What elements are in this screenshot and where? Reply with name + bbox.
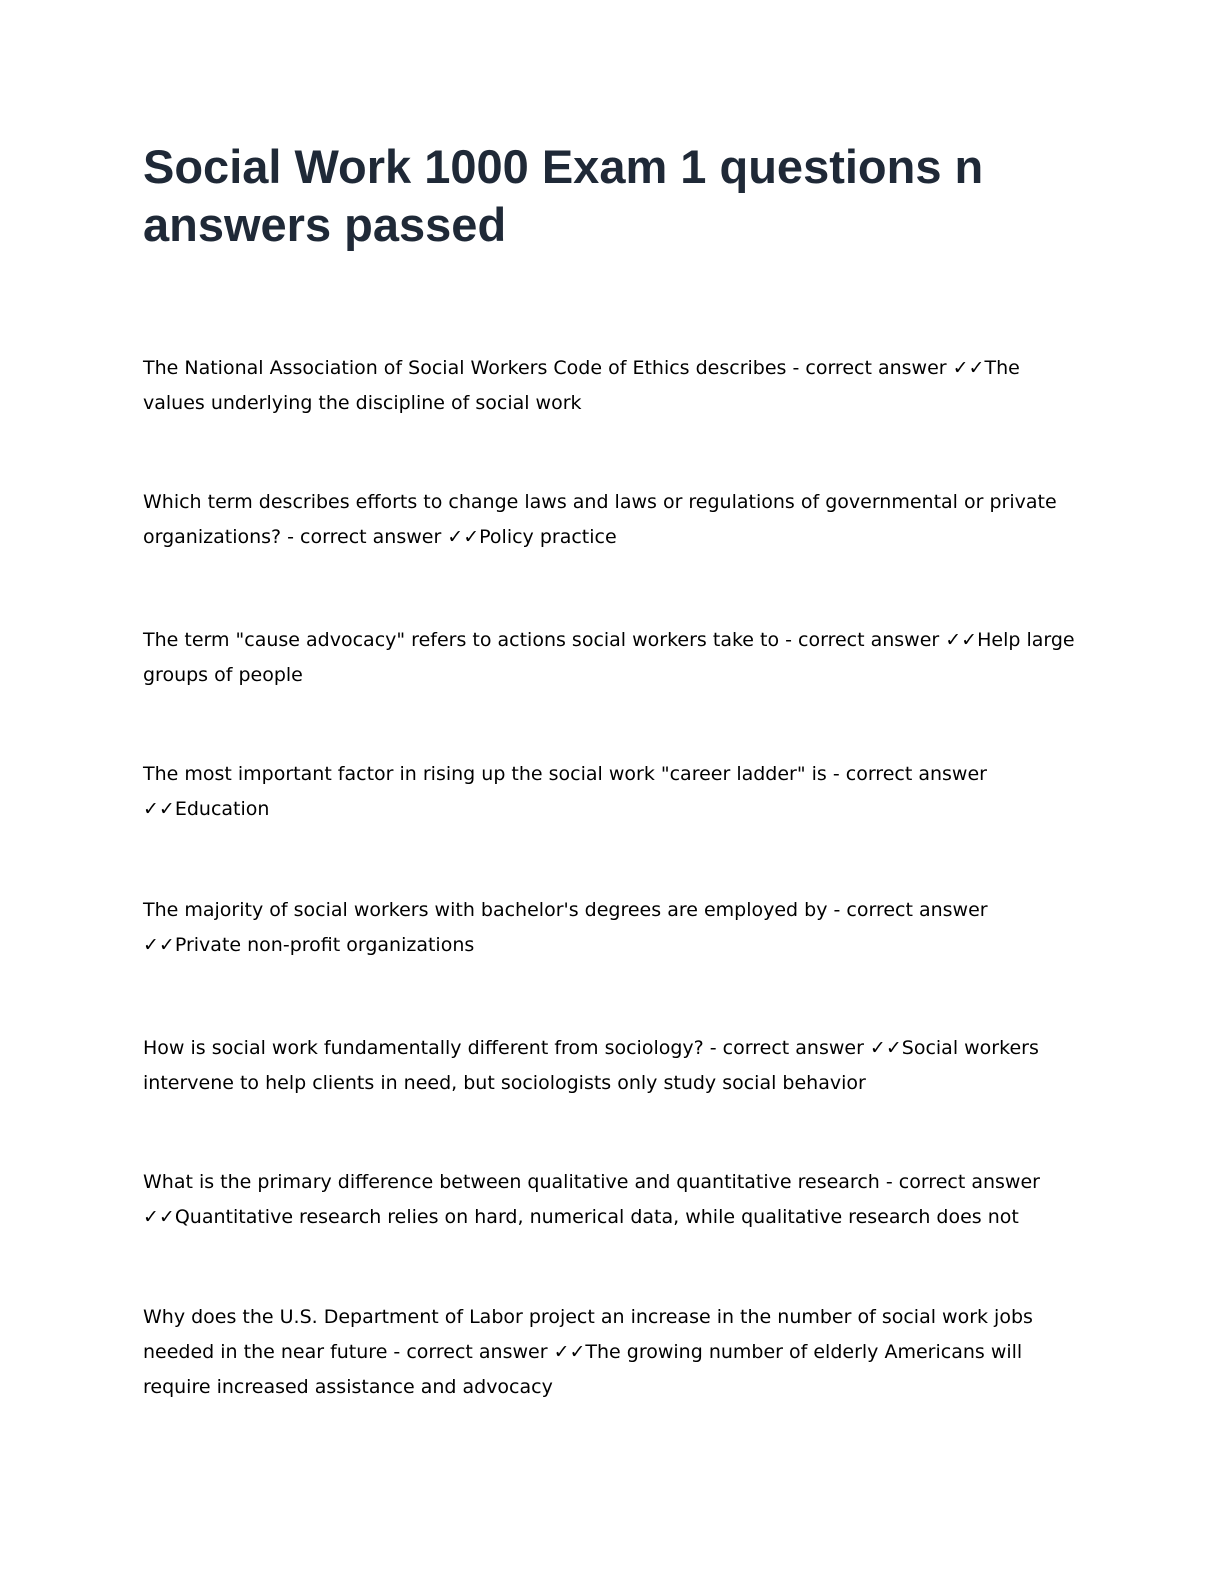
double-check-icon: ✓✓	[952, 357, 985, 379]
qa-item	[143, 1031, 1078, 1101]
answer-text: Help large groups of people	[143, 629, 1075, 686]
double-check-icon: ✓✓	[553, 1341, 586, 1363]
qa-item	[143, 485, 1078, 555]
qa-item	[143, 351, 1078, 421]
double-check-icon: ✓✓	[869, 1037, 902, 1059]
answer-separator: - correct answer	[879, 1171, 1040, 1193]
qa-item	[143, 1300, 1078, 1405]
answer-separator: - correct answer	[779, 629, 946, 651]
answer-text: Policy practice	[479, 526, 617, 548]
answer-text: Education	[174, 798, 270, 820]
question-text: The National Association of Social Workers Code of Ethics describes	[143, 357, 787, 379]
answer-separator: - correct answer	[387, 1341, 554, 1363]
answer-separator: - correct answer	[827, 899, 988, 921]
double-check-icon: ✓✓	[945, 629, 978, 651]
question-text: How is social work fundamentally different from sociology?	[143, 1037, 704, 1059]
question-text: Which term describes efforts to change laws and laws or regulations of governmental or private organizations?	[143, 491, 1057, 548]
qa-item	[143, 1165, 1078, 1235]
answer-text: Private non-profit organizations	[174, 934, 475, 956]
question-text: The most important factor in rising up the social work "career ladder" is	[143, 763, 827, 785]
answer-text: Quantitative research relies on hard, numerical data, while qualitative research does not	[174, 1206, 1019, 1228]
double-check-icon: ✓✓	[447, 526, 480, 548]
answer-separator: - correct answer	[826, 763, 987, 785]
qa-item	[143, 757, 1078, 827]
document-title: Social Work 1000 Exam 1 questions n answers passed	[143, 140, 984, 251]
answer-text: The values underlying the discipline of social work	[143, 357, 1020, 414]
answer-text: Social workers intervene to help clients in need, but sociologists only study social behavior	[143, 1037, 1039, 1094]
answer-separator: - correct answer	[703, 1037, 870, 1059]
question-text: The term "cause advocacy" refers to actions social workers take to	[143, 629, 780, 651]
answer-separator: - correct answer	[786, 357, 953, 379]
qa-item	[143, 893, 1078, 963]
double-check-icon: ✓✓	[143, 798, 175, 820]
answer-separator: - correct answer	[281, 526, 448, 548]
question-text: The majority of social workers with bachelor's degrees are employed by	[143, 899, 828, 921]
question-text: Why does the U.S. Department of Labor project an increase in the number of social work jobs needed in the near future	[143, 1306, 1033, 1363]
question-text: What is the primary difference between qualitative and quantitative research	[143, 1171, 880, 1193]
qa-item	[143, 623, 1078, 693]
double-check-icon: ✓✓	[143, 934, 175, 956]
answer-text: The growing number of elderly Americans will require increased assistance and advocacy	[143, 1341, 1023, 1398]
double-check-icon: ✓✓	[143, 1206, 175, 1228]
